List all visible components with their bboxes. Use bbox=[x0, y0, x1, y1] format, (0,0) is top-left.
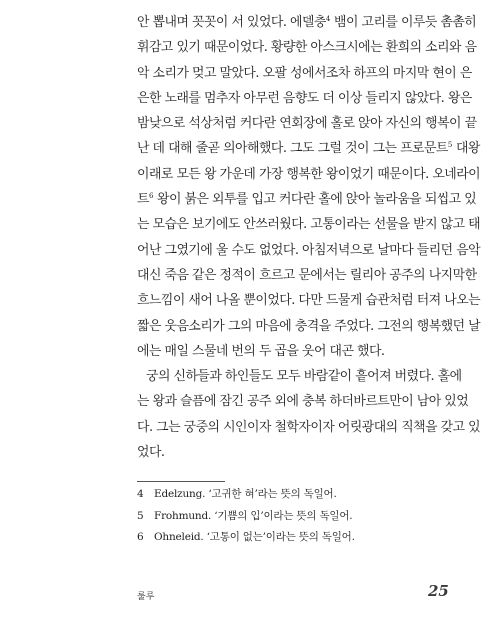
footnote-number: 5 bbox=[137, 509, 144, 522]
footnote-ref-6: 6 bbox=[148, 192, 154, 201]
text-run: 트 bbox=[137, 192, 149, 208]
footnote-number: 4 bbox=[137, 488, 144, 500]
footnote-4 bbox=[137, 484, 449, 506]
paragraph-start-line: 궁의 신하들과 하인들도 모두 바람같이 흩어져 버렸다. 홀에 bbox=[146, 369, 462, 385]
text-line bbox=[137, 10, 477, 35]
footnote-number: 6 bbox=[137, 531, 144, 543]
text-run: 뱀이 고리를 이루듯 촘촘히 bbox=[330, 15, 477, 30]
footnote-ref-4: 4 bbox=[325, 15, 331, 23]
text-line: 는 모습은 보기에도 안쓰러웠다. 고통이라는 선물을 받지 않고 태 bbox=[137, 217, 481, 233]
text-line: 대신 죽음 같은 정적이 흐르고 문에서는 릴리아 공주의 나지막한 bbox=[137, 267, 477, 283]
footnote-text: Ohneleid. ‘고통이 없는’이라는 뜻의 독일어. bbox=[154, 531, 355, 543]
text-line bbox=[137, 136, 480, 161]
text-line: 어난 그였기에 울 수도 없었다. 아침저녁으로 날마다 들리던 음악 bbox=[137, 242, 481, 258]
footnote-text: Edelzung. ‘고귀한 혀’라는 뜻의 독일어. bbox=[154, 488, 337, 500]
text-run: 왕이 붉은 외투를 입고 커다란 홀에 앉아 놀라움을 되씹고 있 bbox=[153, 192, 477, 208]
footnote-divider bbox=[137, 481, 225, 482]
text-line: 는 왕과 슬픔에 잠긴 공주 외에 충복 하더바르트만이 남아 있었 bbox=[137, 394, 469, 410]
text-line: 에는 매일 스물네 번의 두 곱을 웃어 대곤 했다. bbox=[137, 343, 385, 359]
text-line: 다. 그는 궁중의 시인이자 철학자이자 어릿광대의 직책을 갖고 있 bbox=[137, 419, 481, 435]
text-line: 었다. bbox=[137, 445, 165, 461]
footnote-ref-5: 5 bbox=[447, 141, 453, 150]
main-text bbox=[137, 10, 481, 465]
text-line bbox=[137, 187, 477, 212]
page-number: 25 bbox=[428, 582, 449, 600]
text-line: 흐느낌이 새어 나올 뿐이었다. 다만 드물게 습관처럼 터져 나오는 bbox=[137, 293, 481, 309]
text-run: 난 데 대해 줄곧 의아해했다. 그도 그럴 것이 그는 프로문트 bbox=[137, 141, 448, 157]
text-line: 밤낮으로 석상처럼 커다란 연회장에 홀로 앉아 자신의 행복이 끝 bbox=[137, 116, 477, 132]
footnotes bbox=[137, 484, 449, 549]
footnote-5 bbox=[137, 506, 449, 528]
text-line: 악 소리가 멎고 말았다. 오팔 성에서조차 하프의 마지막 현이 은 bbox=[137, 65, 472, 81]
footnote-text: Frohmund. ‘기쁨의 입’이라는 뜻의 독일어. bbox=[154, 509, 353, 522]
text-run: 안 뽑내며 꼿꼿이 서 있었다. 에델충 bbox=[137, 15, 326, 30]
text-line: 휘감고 있기 때문이었다. 황량한 아스크시에는 환희의 소리와 음 bbox=[137, 40, 477, 56]
running-footer-title: 룰루 bbox=[137, 592, 155, 602]
text-line: 이래로 모든 왕 가운데 가장 행복한 왕이었기 때문이다. 오네라이 bbox=[137, 166, 481, 182]
footnote-6 bbox=[137, 527, 449, 549]
text-line: 은한 노래를 멈추자 아무런 음향도 더 이상 들리지 않았다. 왕은 bbox=[137, 90, 472, 106]
text-line: 짧은 웃음소리가 그의 마음에 충격을 주었다. 그전의 행복했던 날 bbox=[137, 318, 481, 334]
text-run: 대왕 bbox=[452, 141, 480, 157]
